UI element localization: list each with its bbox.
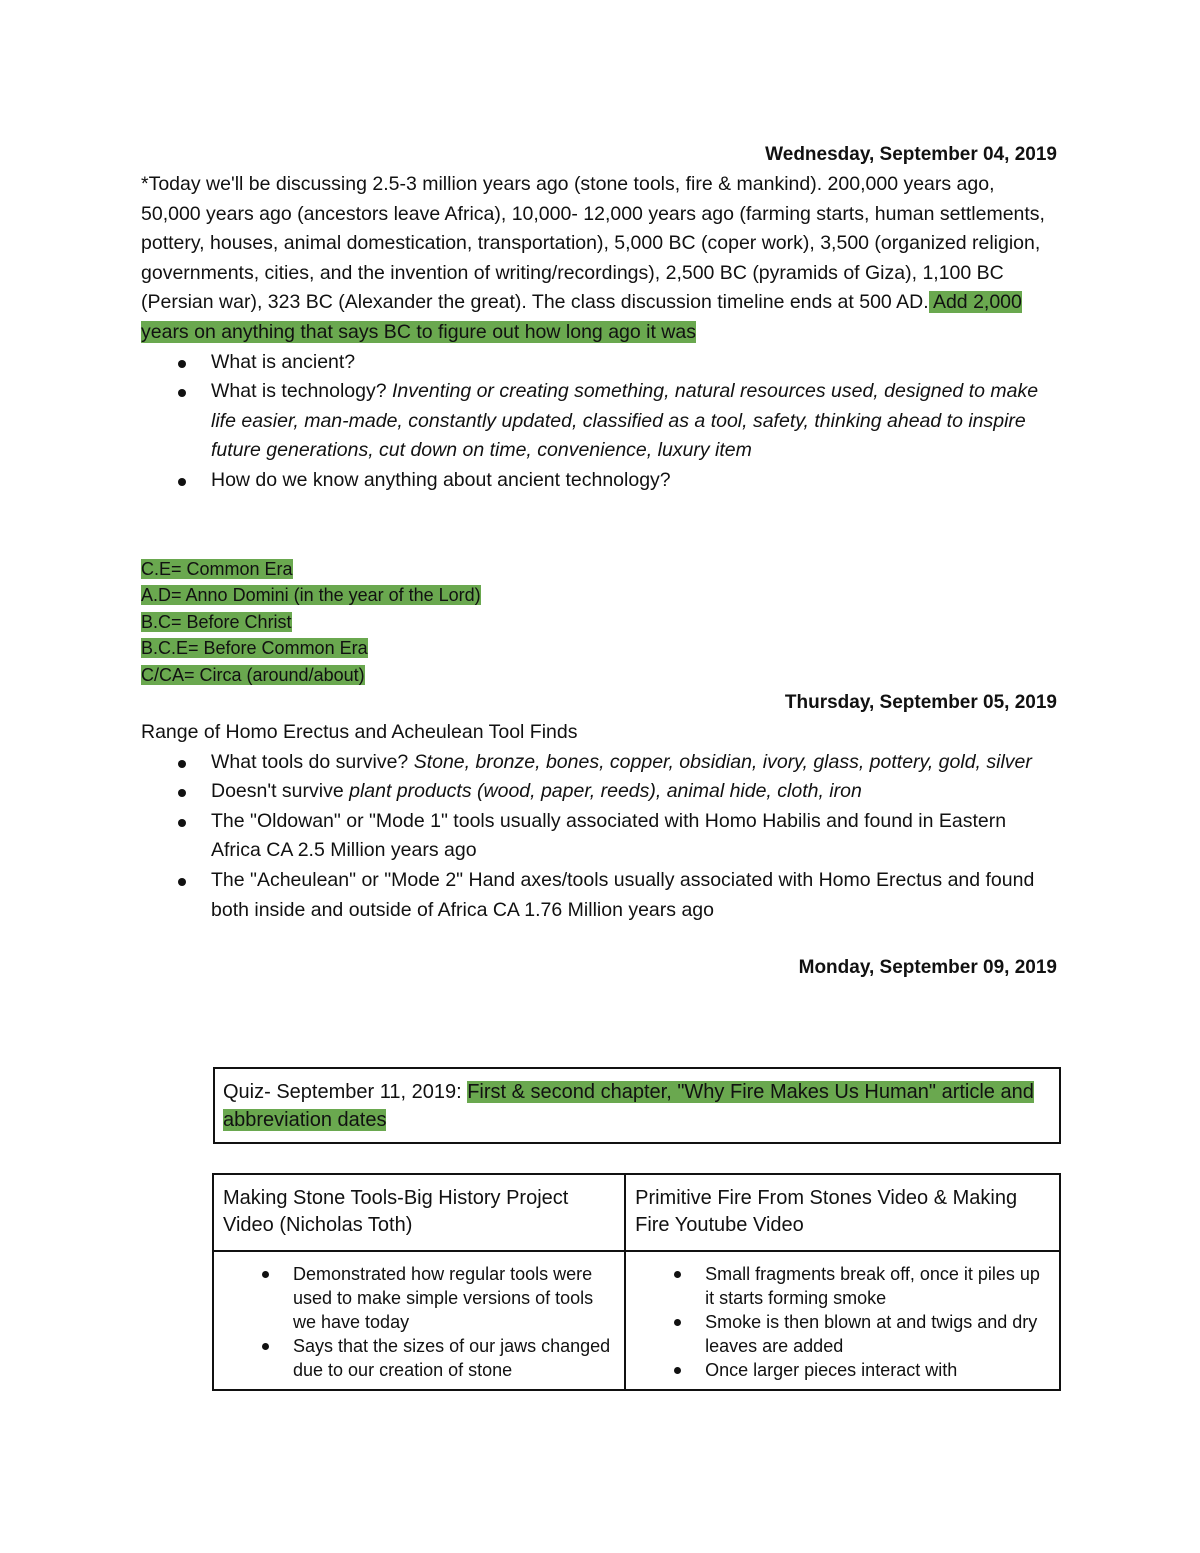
video-notes-table	[212, 1173, 1061, 1391]
bullet-icon	[674, 1367, 681, 1374]
list-item: The "Oldowan" or "Mode 1" tools usually associated with Homo Habilis and found in Eastern Africa CA 2.5 Million years ago	[141, 807, 1057, 866]
intro-paragraph	[141, 170, 1057, 348]
date-heading-thursday: Thursday, September 05, 2019	[784, 692, 1057, 714]
list-item: Once larger pieces interact with	[634, 1358, 1051, 1382]
video-title-cell: Primitive Fire From Stones Video & Making Fire Youtube Video	[625, 1174, 1060, 1251]
quiz-box	[213, 1067, 1061, 1144]
list-item: What tools do survive? Stone, bronze, bones, copper, obsidian, ivory, glass, pottery, gold, silver	[141, 748, 1057, 778]
date-heading-monday: Monday, September 09, 2019	[798, 957, 1057, 979]
bullet-icon	[178, 819, 186, 827]
thursday-heading: Range of Homo Erectus and Acheulean Tool Finds	[141, 721, 578, 744]
video-notes-cell	[625, 1251, 1060, 1390]
abbreviation-item: C.E= Common Era	[141, 558, 293, 579]
abbreviation-item: B.C= Before Christ	[141, 611, 292, 632]
list-item: What is ancient?	[141, 348, 1057, 378]
thursday-bullet-list	[141, 748, 1057, 926]
video-title-cell: Making Stone Tools-Big History Project Video (Nicholas Toth)	[213, 1174, 625, 1251]
bullet-icon	[178, 789, 186, 797]
list-item: Says that the sizes of our jaws changed due to our creation of stone	[222, 1334, 616, 1382]
abbreviation-list	[141, 556, 1057, 689]
bullet-icon	[262, 1271, 269, 1278]
document-page	[141, 140, 1057, 983]
bullet-icon	[178, 760, 186, 768]
intro-text: *Today we'll be discussing 2.5-3 million years ago (stone tools, fire & mankind). 200,000 years ago, 50,000 years ago (ancestors leave Africa), 10,000- 12,000 years ago (farming starts, human settlements, pottery, houses, animal domestication, transportation), 5,000 BC (coper work), 3,500 (organized religion, governments, cities, and the invention of writing/recordings), 2,500 BC (pyramids of Giza), 1,100 BC (Persian war), 323 BC (Alexander the great). The class discussion timeline ends at 500 AD.	[141, 173, 1045, 314]
abbreviation-item: B.C.E= Before Common Era	[141, 638, 368, 659]
quiz-label: Quiz- September 11, 2019:	[223, 1081, 468, 1103]
list-item: What is technology? Inventing or creating something, natural resources used, designed to make life easier, man-made, constantly updated, classified as a tool, safety, thinking ahead to inspire future generations, cut down on time, convenience, luxury item	[141, 377, 1057, 466]
table-header-row	[213, 1174, 1060, 1251]
list-item: How do we know anything about ancient technology?	[141, 466, 1057, 496]
quiz-highlight: First & second chapter, "Why Fire Makes Us Human" article and abbreviation dates	[223, 1081, 1034, 1131]
bullet-icon	[674, 1319, 681, 1326]
abbreviation-item: A.D= Anno Domini (in the year of the Lord)	[141, 585, 481, 606]
abbreviation-item: C/CA= Circa (around/about)	[141, 664, 365, 685]
bullet-icon	[178, 389, 186, 397]
bullet-icon	[178, 360, 186, 368]
bullet-icon	[178, 478, 186, 486]
list-item: Small fragments break off, once it piles up it starts forming smoke	[634, 1262, 1051, 1310]
list-item: Doesn't survive plant products (wood, paper, reeds), animal hide, cloth, iron	[141, 777, 1057, 807]
table-row	[213, 1251, 1060, 1390]
intro-highlight: Add 2,000 years on anything that says BC to figure out how long ago it was	[141, 291, 1022, 343]
list-item: The "Acheulean" or "Mode 2" Hand axes/tools usually associated with Homo Erectus and found both inside and outside of Africa CA 1.76 Million years ago	[141, 866, 1057, 925]
bullet-icon	[262, 1343, 269, 1350]
date-heading-wednesday: Wednesday, September 04, 2019	[765, 144, 1057, 165]
list-item: Demonstrated how regular tools were used to make simple versions of tools we have today	[222, 1262, 616, 1334]
wednesday-bullet-list	[141, 348, 1057, 496]
list-item: Smoke is then blown at and twigs and dry leaves are added	[634, 1310, 1051, 1358]
video-notes-cell	[213, 1251, 625, 1390]
bullet-icon	[674, 1271, 681, 1278]
bullet-icon	[178, 878, 186, 886]
